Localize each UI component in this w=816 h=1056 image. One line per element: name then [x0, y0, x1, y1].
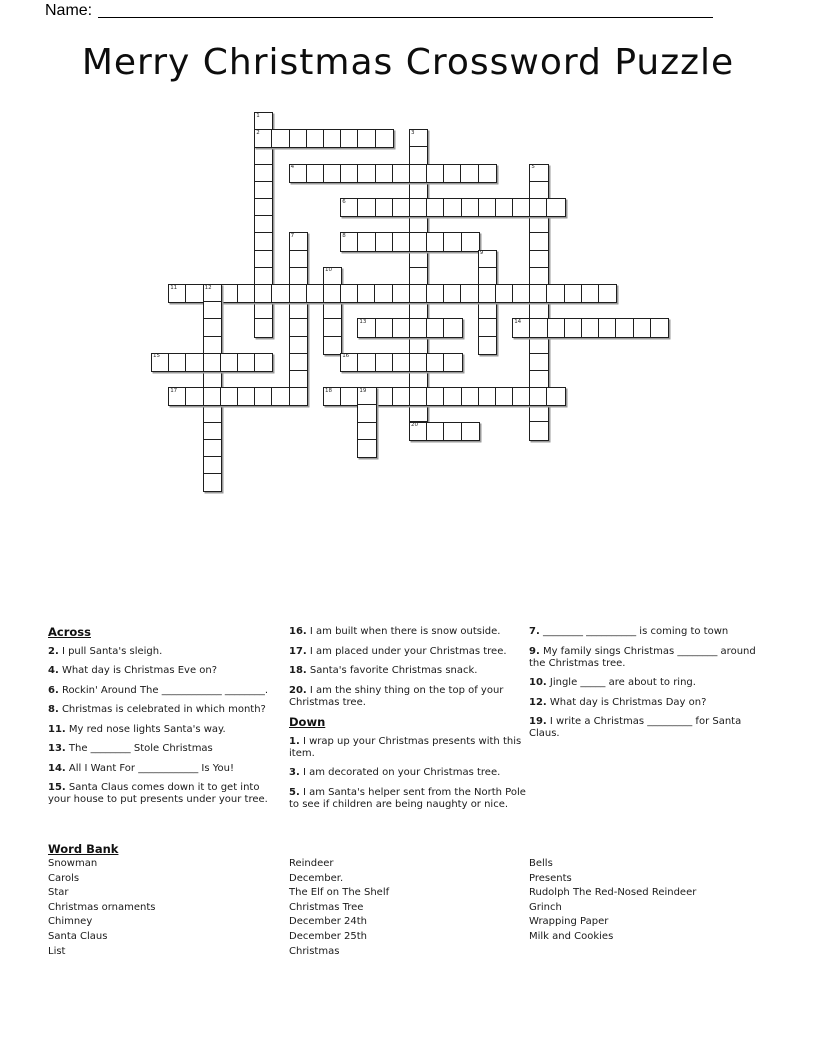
grid-cell [599, 285, 616, 302]
section-header: Down [289, 715, 326, 729]
grid-cell [427, 285, 444, 302]
grid-cell [238, 354, 255, 371]
grid-cell [221, 285, 238, 302]
word-block-7-down [289, 232, 308, 406]
grid-cell [410, 182, 427, 199]
grid-cell [204, 371, 221, 388]
grid-cell [530, 216, 547, 233]
grid-cell [204, 474, 221, 491]
grid-cell [427, 233, 444, 250]
grid-cell [410, 319, 427, 336]
word-bank-item: December. [289, 872, 344, 884]
clue-number-label: 8. [48, 704, 59, 716]
grid-cell [513, 388, 530, 405]
grid-cell [358, 285, 375, 302]
word-bank-item: Christmas Tree [289, 901, 364, 913]
clue-number-label: 12. [529, 696, 547, 708]
grid-cell [410, 268, 427, 285]
grid-cell-number: 20 [411, 422, 418, 429]
clues-column-across [48, 626, 283, 814]
word-bank-item: Santa Claus [48, 930, 108, 942]
word-block-14-across [512, 318, 669, 337]
grid-cell [530, 405, 547, 422]
grid-cell [290, 285, 307, 302]
word-bank-item: Presents [529, 872, 572, 884]
grid-cell [530, 233, 547, 250]
grid-cell [461, 285, 478, 302]
word-block-11-across [168, 284, 617, 303]
grid-cell [427, 354, 444, 371]
grid-cell [461, 165, 478, 182]
word-block-20-across [409, 422, 480, 441]
grid-cell [255, 182, 272, 199]
clue-item: 12. What day is Christmas Day on? [529, 696, 707, 708]
word-block-10-down [323, 267, 342, 355]
grid-cell [410, 147, 427, 164]
clue-number-label: 17. [289, 645, 307, 657]
grid-cell [358, 130, 375, 147]
grid-cell [358, 354, 375, 371]
word-block-16-across [340, 353, 462, 372]
grid-cell [290, 130, 307, 147]
word-block-8-across [340, 232, 480, 251]
grid-cell-number: 6 [342, 198, 346, 205]
word-bank-item: Wrapping Paper [529, 916, 609, 928]
grid-cell [290, 337, 307, 354]
grid-cell [427, 319, 444, 336]
clue-number-label: 13. [48, 743, 66, 755]
grid-cell [530, 302, 547, 319]
grid-cell [582, 285, 599, 302]
grid-cell [375, 285, 392, 302]
grid-cell [547, 285, 564, 302]
clue-item: 14. All I Want For ____________ Is You! [48, 762, 234, 774]
grid-cell [410, 371, 427, 388]
grid-cell-number: 14 [514, 318, 522, 325]
grid-cell [393, 319, 410, 336]
grid-cell [324, 337, 341, 354]
clue-number-label: 10. [529, 677, 547, 688]
grid-cell [290, 371, 307, 388]
grid-cell [376, 354, 393, 371]
clue-number-label: 4. [48, 665, 59, 677]
grid-cell [410, 199, 427, 216]
grid-cell [255, 268, 272, 285]
grid-cell [427, 423, 444, 440]
grid-cell [341, 130, 358, 147]
grid-cell [410, 354, 427, 371]
grid-cell [530, 285, 547, 302]
grid-cell-number: 12 [204, 284, 212, 291]
clue-item: 13. The ________ Stole Christmas [48, 743, 213, 755]
grid-cell [599, 319, 616, 336]
word-bank-item: Snowman [48, 858, 98, 869]
grid-cell [565, 319, 582, 336]
grid-cell [255, 165, 272, 182]
grid-cell [255, 302, 272, 319]
grid-cell-number: 19 [359, 387, 367, 394]
grid-cell [290, 302, 307, 319]
clue-number-label: 20. [289, 684, 307, 696]
grid-cell [255, 354, 272, 371]
grid-cell [530, 319, 547, 336]
word-bank-item: Grinch [529, 901, 562, 913]
grid-cell [376, 165, 393, 182]
grid-cell [410, 216, 427, 233]
grid-cell [462, 233, 479, 250]
grid-cell [186, 354, 203, 371]
grid-cell [444, 354, 461, 371]
grid-cell [204, 354, 221, 371]
grid-cell [358, 423, 375, 440]
grid-cell [393, 388, 410, 405]
grid-cell [358, 199, 375, 216]
clue-number-label: 14. [48, 762, 66, 774]
grid-cell [204, 388, 221, 405]
clues-column-middle [289, 626, 526, 818]
grid-cell [393, 354, 410, 371]
grid-cell [410, 251, 427, 268]
grid-cell-number: 13 [359, 318, 367, 325]
clue-number-label: 11. [48, 723, 66, 735]
grid-cell [307, 130, 324, 147]
clue-item: 9. My family sings Christmas ________ around the Christmas tree. [529, 645, 756, 669]
grid-cell [444, 319, 461, 336]
word-bank-item: The Elf on The Shelf [289, 887, 390, 899]
grid-cell [530, 199, 547, 216]
grid-cell [290, 388, 307, 405]
grid-cell-number: 9 [479, 250, 484, 257]
grid-cell [272, 388, 289, 405]
grid-cell [462, 199, 479, 216]
grid-cell [548, 319, 565, 336]
grid-cell [204, 440, 221, 457]
grid-cell [204, 302, 221, 319]
grid-cell [255, 199, 272, 216]
clue-number-label: 1. [289, 735, 300, 747]
grid-cell [444, 285, 461, 302]
grid-cell [324, 302, 341, 319]
grid-cell-number: 5 [531, 164, 535, 171]
grid-cell [376, 388, 393, 405]
word-block-4-across [289, 164, 497, 183]
clue-item: 16. I am built when there is snow outside. [289, 626, 501, 637]
grid-cell [427, 388, 444, 405]
grid-cell [358, 233, 375, 250]
word-block-6-across [340, 198, 566, 217]
grid-cell [462, 388, 479, 405]
grid-cell [358, 440, 375, 457]
grid-cell [204, 337, 221, 354]
grid-cell-number: 8 [342, 232, 346, 239]
word-bank-item: December 25th [289, 930, 368, 942]
clue-number-label: 16. [289, 626, 307, 637]
word-block-2-across [254, 129, 394, 148]
grid-cell [255, 216, 272, 233]
grid-cell [324, 165, 341, 182]
grid-cell [324, 319, 341, 336]
grid-cell [616, 319, 633, 336]
grid-cell [169, 354, 186, 371]
grid-cell-number: 17 [170, 387, 178, 394]
grid-cell [479, 165, 496, 182]
grid-cell [651, 319, 668, 336]
grid-cell [444, 423, 461, 440]
word-bank-column [529, 857, 774, 945]
page-title: Merry Christmas Crossword Puzzle [81, 42, 735, 83]
word-bank-item: Chimney [48, 916, 93, 928]
grid-cell [238, 388, 255, 405]
section-header: Across [48, 625, 91, 639]
grid-cell [479, 285, 496, 302]
grid-cell [221, 388, 238, 405]
word-bank-item: Christmas [289, 945, 340, 957]
grid-cell [565, 285, 582, 302]
grid-cell [186, 388, 203, 405]
grid-cell [530, 182, 547, 199]
clue-item: 20. I am the shiny thing on the top of your Christmas tree. [289, 684, 504, 708]
grid-cell [341, 388, 358, 405]
grid-cell [513, 199, 530, 216]
clue-number-label: 2. [48, 645, 59, 657]
clue-number-label: 15. [48, 782, 66, 794]
grid-cell [255, 319, 272, 336]
clue-number-label: 18. [289, 665, 307, 676]
clue-item: 5. I am Santa's helper sent from the North Pole to see if children are being naughty or nice. [289, 786, 526, 810]
grid-cell [547, 199, 564, 216]
clue-item: 6. Rockin' Around The ____________ ________. [48, 684, 269, 696]
word-bank-item: Star [48, 887, 69, 899]
grid-cell [290, 251, 307, 268]
grid-cell [410, 336, 427, 353]
grid-cell [530, 251, 547, 268]
grid-cell [393, 285, 410, 302]
grid-cell-number: 16 [342, 353, 350, 360]
grid-cell [324, 285, 341, 302]
clue-number-label: 6. [48, 684, 59, 696]
grid-cell [341, 285, 358, 302]
grid-cell [376, 130, 393, 147]
grid-cell [513, 285, 530, 302]
clue-item: 19. I write a Christmas _________ for Santa Claus. [529, 716, 742, 739]
grid-cell [221, 354, 238, 371]
word-bank-item: List [48, 945, 66, 957]
grid-cell [376, 319, 393, 336]
grid-cell [444, 233, 461, 250]
grid-cell [358, 405, 375, 422]
grid-cell [427, 165, 444, 182]
word-block-19-down [357, 387, 376, 458]
word-block-13-across [357, 318, 462, 337]
grid-cell [479, 302, 496, 319]
grid-cell [204, 319, 221, 336]
clue-number-label: 19. [529, 716, 547, 727]
grid-cell [479, 199, 496, 216]
grid-cell [341, 165, 358, 182]
clue-item: 2. I pull Santa's sleigh. [48, 645, 163, 657]
grid-cell [462, 423, 479, 440]
clues-column-down [529, 626, 769, 748]
grid-cell [634, 319, 651, 336]
grid-cell [204, 457, 221, 474]
grid-cell [530, 354, 547, 371]
grid-cell [410, 405, 427, 422]
grid-cell [496, 285, 513, 302]
grid-cell-number: 15 [153, 353, 160, 360]
grid-cell [479, 319, 496, 336]
grid-cell [290, 319, 307, 336]
grid-cell [530, 336, 547, 353]
word-bank-header: Word Bank [48, 842, 119, 856]
grid-cell [393, 233, 410, 250]
grid-cell [290, 354, 307, 371]
grid-cell-number: 4 [290, 164, 295, 171]
clue-item: 10. Jingle _____ are about to ring. [529, 677, 696, 688]
grid-cell-number: 2 [256, 129, 260, 136]
grid-cell [272, 130, 289, 147]
word-bank-item: Carols [48, 872, 80, 884]
grid-cell [427, 199, 444, 216]
grid-cell [530, 388, 547, 405]
grid-cell-number: 10 [325, 267, 332, 274]
name-label: Name: [45, 2, 93, 19]
word-bank-item: Christmas ornaments [48, 901, 156, 913]
clue-item: 18. Santa's favorite Christmas snack. [289, 665, 478, 676]
grid-cell [376, 199, 393, 216]
grid-cell [530, 422, 547, 439]
grid-cell [479, 268, 496, 285]
grid-cell [255, 147, 272, 164]
word-bank-item: Reindeer [289, 858, 334, 869]
grid-cell [255, 388, 272, 405]
grid-cell [324, 130, 341, 147]
word-bank-item: December 24th [289, 916, 368, 928]
grid-cell [358, 165, 375, 182]
grid-cell [530, 268, 547, 285]
grid-cell [290, 268, 307, 285]
grid-cell [496, 199, 513, 216]
grid-cell [547, 388, 564, 405]
grid-cell [410, 302, 427, 319]
grid-cell [307, 285, 324, 302]
grid-cell [255, 251, 272, 268]
grid-cell [393, 199, 410, 216]
clue-item: 17. I am placed under your Christmas tree. [289, 645, 507, 657]
grid-cell [307, 165, 324, 182]
grid-cell [410, 165, 427, 182]
grid-cell [479, 388, 496, 405]
grid-cell [204, 423, 221, 440]
grid-cell [444, 388, 461, 405]
clue-item: 4. What day is Christmas Eve on? [48, 665, 218, 677]
clue-item: 11. My red nose lights Santa's way. [48, 723, 226, 735]
word-block-15-across [151, 353, 273, 372]
grid-cell [530, 371, 547, 388]
word-block-17-across [168, 387, 308, 406]
grid-cell [444, 165, 461, 182]
clue-item: 7. ________ __________ is coming to town [529, 626, 729, 637]
grid-cell-number: 7 [290, 232, 295, 239]
clue-number-label: 7. [529, 626, 540, 637]
grid-cell-number: 1 [256, 112, 260, 119]
grid-cell [255, 233, 272, 250]
grid-cell [479, 337, 496, 354]
grid-cell [582, 319, 599, 336]
grid-cell [204, 405, 221, 422]
word-bank-item: Milk and Cookies [529, 930, 614, 942]
word-bank-column [289, 857, 526, 959]
word-bank-column [48, 857, 283, 959]
clue-item: 1. I wrap up your Christmas presents with this item. [289, 735, 522, 759]
grid-cell [393, 165, 410, 182]
grid-cell [376, 233, 393, 250]
grid-cell [410, 233, 427, 250]
grid-cell [496, 388, 513, 405]
word-bank-item: Bells [529, 858, 553, 869]
clue-item: 3. I am decorated on your Christmas tree. [289, 767, 501, 779]
clue-item: 15. Santa Claus comes down it to get into your house to put presents under your tree. [48, 782, 268, 806]
clue-number-label: 3. [289, 767, 300, 779]
grid-cell [255, 285, 272, 302]
grid-cell [410, 285, 427, 302]
grid-cell [238, 285, 255, 302]
grid-cell [444, 199, 461, 216]
grid-cell [272, 285, 289, 302]
clue-item: 8. Christmas is celebrated in which month? [48, 704, 266, 716]
grid-cell [186, 285, 203, 302]
grid-cell-number: 11 [170, 284, 178, 291]
grid-cell [410, 388, 427, 405]
grid-cell-number: 3 [411, 129, 415, 136]
word-bank-item: Rudolph The Red-Nosed Reindeer [529, 887, 697, 899]
clue-number-label: 5. [289, 786, 300, 798]
grid-cell-number: 18 [325, 387, 332, 394]
clue-number-label: 9. [529, 645, 540, 657]
